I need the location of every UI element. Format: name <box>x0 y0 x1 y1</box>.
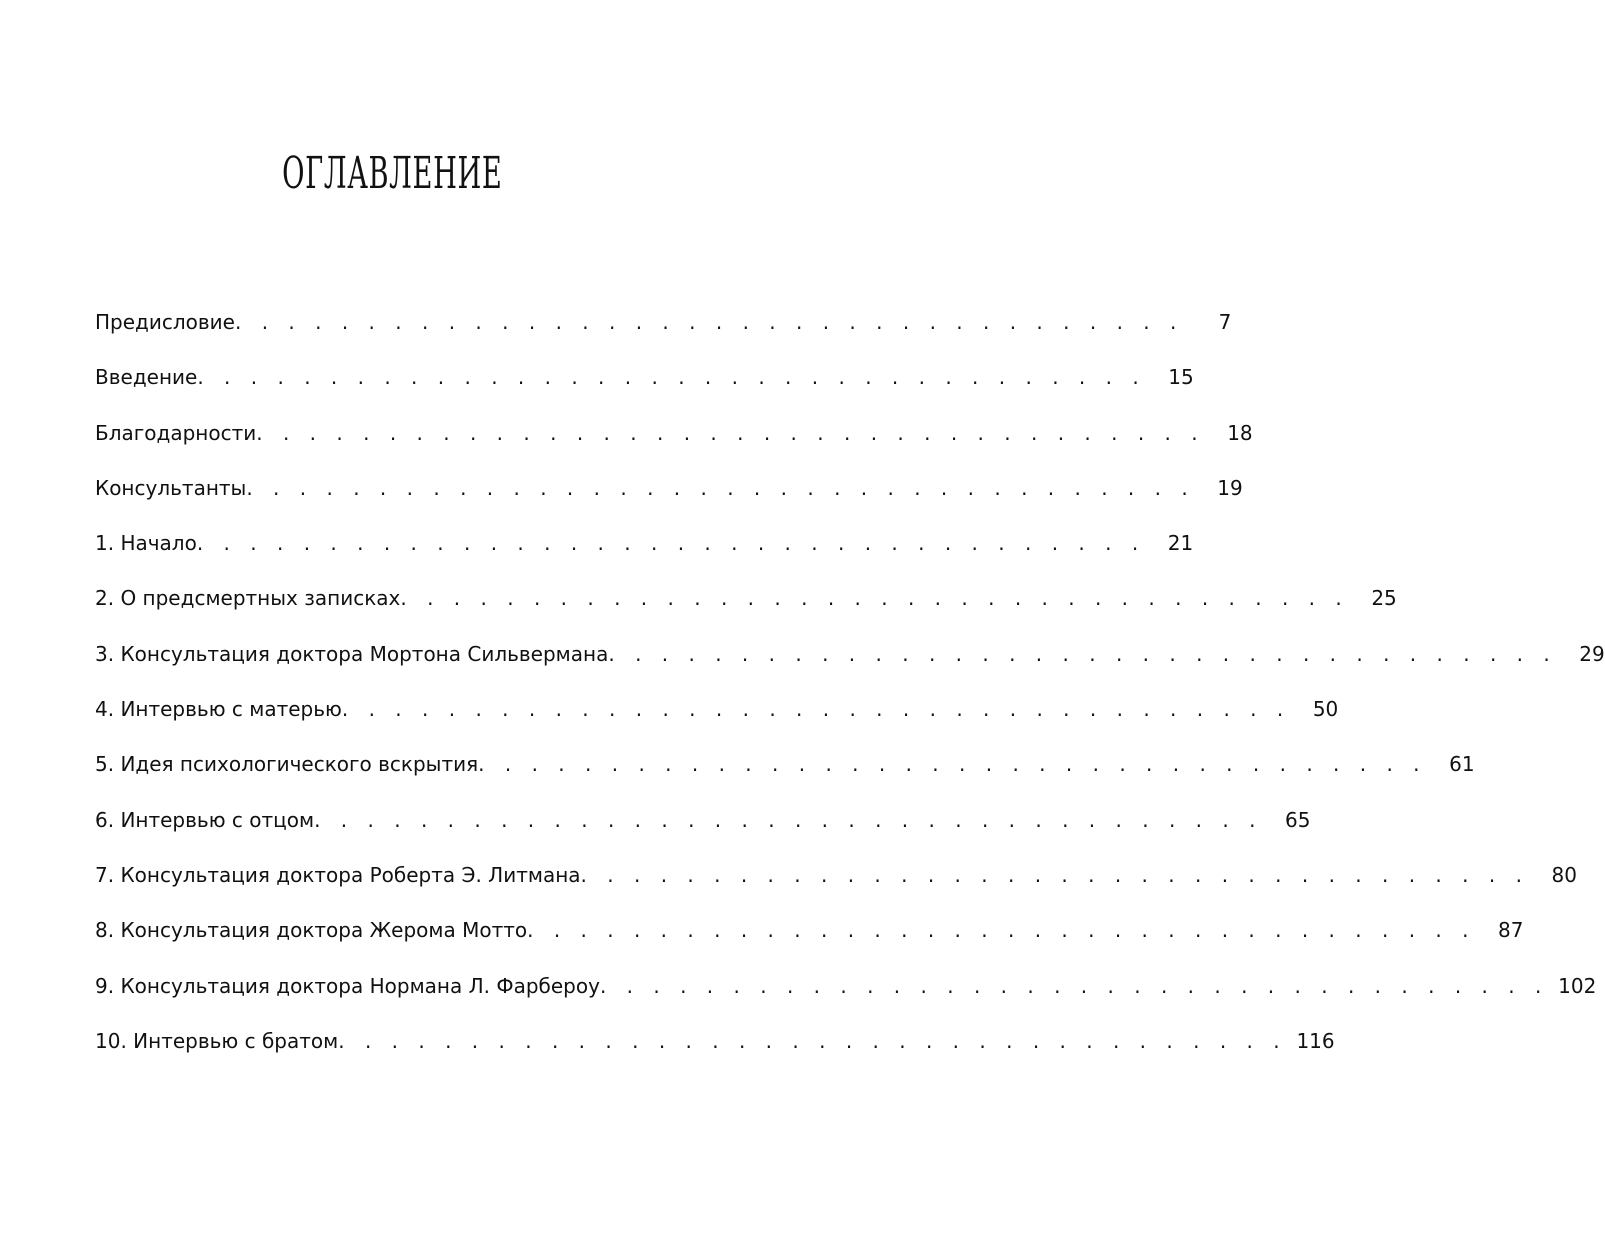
toc-entry-page: 18 <box>1227 420 1253 445</box>
toc-entry-title: Консультанты <box>95 475 247 500</box>
toc-entry-title: Предисловие <box>95 310 235 334</box>
toc-entry-page: 65 <box>1285 807 1311 832</box>
toc-entry <box>95 908 1524 963</box>
dot-leader: . . . . . . . . . . . . . . . . . . . . . . . . . . . . . . . . . . . . <box>246 475 1195 500</box>
toc-entry-page: 61 <box>1449 752 1475 777</box>
toc-entry-page: 21 <box>1167 531 1194 556</box>
toc-entry <box>95 411 1253 466</box>
toc-entry <box>95 687 1339 742</box>
toc-entry-page: 116 <box>1296 1028 1335 1053</box>
dot-leader: . . . . . . . . . . . . . . . . . . . . . . . . . . . . . . . . . . . . <box>527 918 1476 943</box>
toc-entry-title: Благодарности <box>95 420 257 445</box>
toc-entry-title: 4. Интервью с матерью <box>95 697 342 722</box>
dot-leader: . . . . . . . . . . . . . . . . . . . . . . . . . . . . . . . . . . . . <box>196 531 1146 556</box>
dot-leader: . . . . . . . . . . . . . . . . . . . . . . . . . . . . . . . . . . . . <box>234 310 1184 334</box>
dot-leader: . . . . . . . . . . . . . . . . . . . . . . . . . . . . . . . . . . . . <box>197 365 1146 390</box>
dot-leader: . . . . . . . . . . . . . . . . . . . . . . . . . . . . . . . . . . . . <box>256 420 1205 445</box>
toc-entry <box>95 521 1194 576</box>
toc-entry-page: 87 <box>1498 918 1524 943</box>
toc-entry <box>95 466 1243 521</box>
toc-entry-page: 80 <box>1551 862 1577 887</box>
toc-entry-title: 6. Интервью с отцом <box>95 807 315 832</box>
dot-leader: . . . . . . . . . . . . . . . . . . . . . . . . . . . . . . . . . . . . <box>338 1028 1287 1053</box>
toc-entry <box>95 964 1597 1019</box>
toc-entry-title: 8. Консультация доктора Жерома Мотто <box>95 918 528 943</box>
toc-entry-title: 10. Интервью с братом <box>95 1028 339 1053</box>
dot-leader: . . . . . . . . . . . . . . . . . . . . . . . . . . . . . . . . . . . . <box>400 586 1349 611</box>
toc-entry <box>95 355 1194 410</box>
toc-entry <box>95 853 1577 908</box>
toc-entry-title: 9. Консультация доктора Нормана Л. Фарбероу <box>95 973 600 998</box>
toc-entry-title: 1. Начало <box>95 531 197 556</box>
toc-entry <box>95 300 1232 355</box>
toc-entry <box>95 798 1311 853</box>
toc-entry-title: Введение <box>95 365 198 390</box>
dot-leader: . . . . . . . . . . . . . . . . . . . . . . . . . . . . . . . . . . . . <box>341 697 1291 722</box>
toc-entry <box>95 632 1605 687</box>
toc-entry-title: 5. Идея психологического вскрытия <box>95 752 479 777</box>
toc-entry-page: 7 <box>1218 310 1232 334</box>
toc-entry-page: 25 <box>1371 586 1397 611</box>
dot-leader: . . . . . . . . . . . . . . . . . . . . . . . . . . . . . . . . . . . . <box>599 973 1549 998</box>
toc-entry <box>95 742 1475 797</box>
table-of-contents <box>95 300 1605 1074</box>
toc-entry-title: 2. О предсмертных записках <box>95 586 401 611</box>
toc-entry-title: 3. Консультация доктора Мортона Сильвермана <box>95 641 609 666</box>
toc-entry-page: 15 <box>1168 365 1194 390</box>
dot-leader: . . . . . . . . . . . . . . . . . . . . . . . . . . . . . . . . . . . . <box>580 862 1529 887</box>
toc-entry-page: 29 <box>1579 641 1605 666</box>
toc-entry-page: 19 <box>1217 475 1243 500</box>
page-title: ОГЛАВЛЕНИЕ <box>282 148 503 199</box>
toc-entry-title: 7. Консультация доктора Роберта Э. Литмана <box>95 862 581 887</box>
dot-leader: . . . . . . . . . . . . . . . . . . . . . . . . . . . . . . . . . . . . <box>608 641 1557 666</box>
toc-entry <box>95 1019 1335 1074</box>
toc-entry <box>95 576 1397 631</box>
toc-entry-page: 50 <box>1312 697 1339 722</box>
dot-leader: . . . . . . . . . . . . . . . . . . . . . . . . . . . . . . . . . . . . <box>478 752 1427 777</box>
toc-entry-page: 102 <box>1558 973 1597 998</box>
dot-leader: . . . . . . . . . . . . . . . . . . . . . . . . . . . . . . . . . . . . <box>314 807 1263 832</box>
